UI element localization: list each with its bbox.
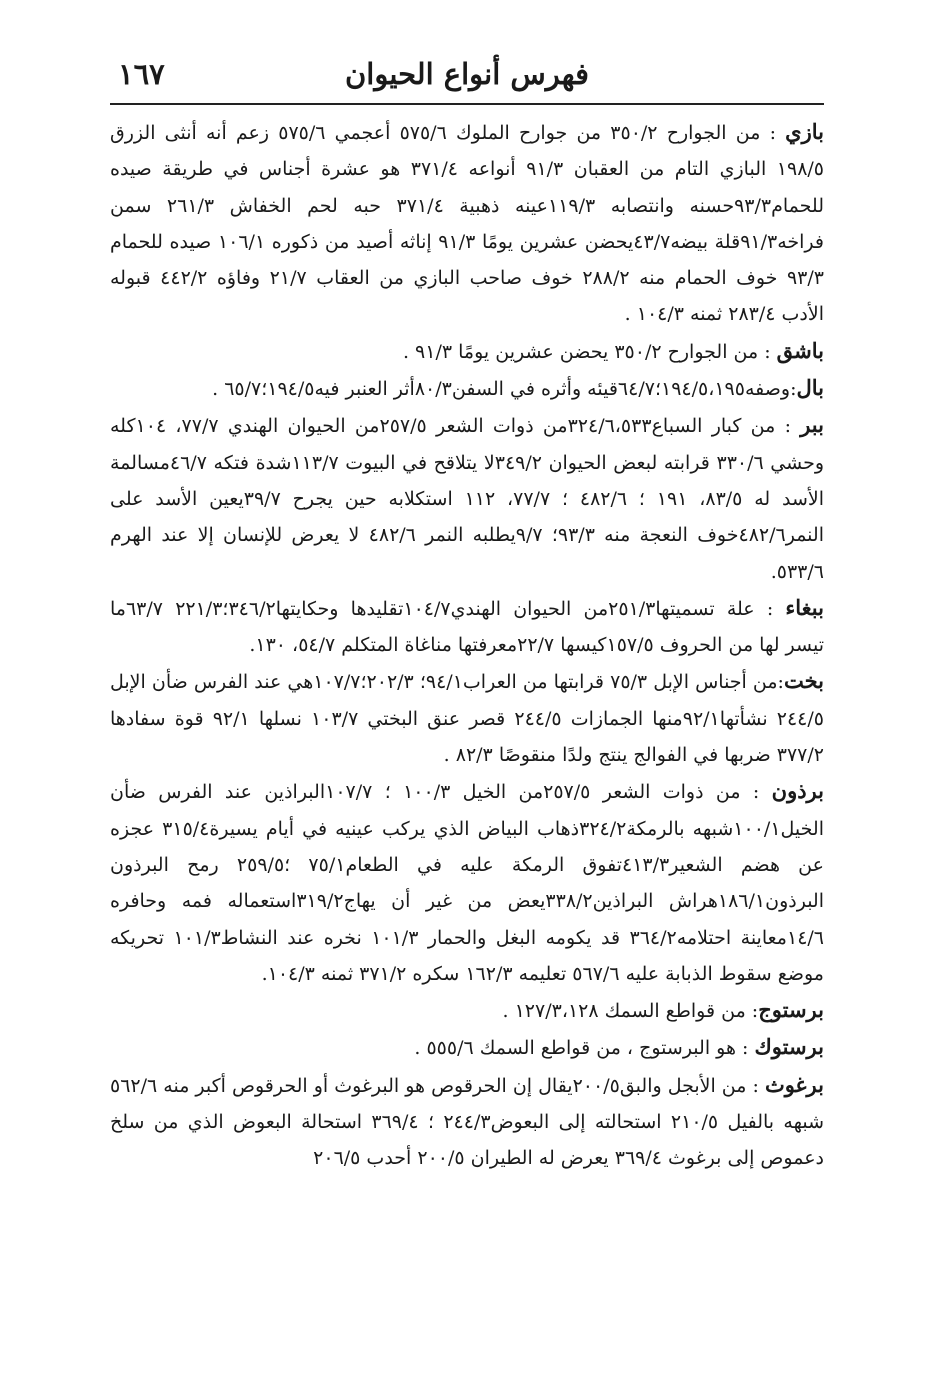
- index-entry-babr: [110, 407, 824, 589]
- index-entry-bashiq: [110, 333, 824, 370]
- entry-headword: بال: [796, 375, 824, 401]
- entry-text: : من قواطع السمك ١٢٧/٣،١٢٨ .: [502, 1000, 759, 1023]
- index-entry-birdhawn: [110, 773, 824, 992]
- index-entry-babbagha: [110, 590, 824, 664]
- entry-headword: برذون: [771, 778, 824, 804]
- entry-headword: ببر: [800, 412, 824, 438]
- entry-headword: ببغاء: [785, 594, 824, 620]
- entry-text: : من الجوارح ٣٥٠/٢ من جوارح الملوك ٥٧٥/٦ أعجمي ٥٧٥/٦ زعم أنه أنثى الزرق ١٩٨/٥ البازي التام من العقبان ٩١/٣ أنواعه ٣٧١/٤ هو عشرة أجناس في طريقة صيده للحمام٩٣/٣حسنه وانتصابه ١١٩/٣عينه ذهبية ٣٧١/٤ حبه لحم الخفاش ٢٦١/٣ سمن فراخه٩١/٣قلة بيضه٤٣/٧يحضن عشرين يومًا ٩١/٣ إناثه أصيد من ذكوره ١٠٦/١ صيده للحمام ٩٣/٣ خوف الحمام منه ٢٨٨/٢ خوف صاحب البازي من العقاب ٢١/٧ وفاؤه ٤٤٢/٢ قبوله الأدب ٢٨٣/٤ ثمنه ١٠٤/٣ .: [110, 122, 825, 326]
- entry-text: : علة تسميتها٢٥١/٣من الحيوان الهندي١٠٤/٧تقليدها وحكايتها٣٤٦/٢؛٢٢١/٣ ٦٣/٧ما تيسر لها من الحروف ١٥٧/٥كيسها ٢٢/٧معرفتها مناغاة المتكلم ٥٤/٧، ١٣٠.: [110, 597, 824, 657]
- entry-text: :وصفه١٩٤/٥،١٩٥؛٦٤/٧قيئه وأثره في السفن٨٠/٣أثر العنبر فيه١٩٤/٥؛٦٥/٧ .: [212, 378, 797, 401]
- index-entry-bazi: [110, 114, 824, 333]
- entry-text: : من ذوات الشعر ٢٥٧/٥من الخيل ١٠٠/٣ ؛ ١٠٧/٧البراذين عند الفرس ضأن الخيل١٠٠/١شبهه بالرمكة٣٢٤/٢ذهاب البياض الذي يركب عينيه في أيام يسيرة٣١٥/٤ عجزه عن هضم الشعير٤١٣/٣تفوق الرمكة عليه في الطعام٧٥/١ ؛٢٥٩/٥ رمح البرذون البرذون١٨٦/١هراش البراذين٣٣٨/٢يعض من غير أن يهاج٣١٩/٢استعماله فمه وحافره ١٤/٦معاينة احتلامه٣٦٤/٢ قد يكومه البغل والحمار ١٠١/٣ نخره عند النشاط١٠١/٣ تحريكه موضع سقوط الذبابة عليه ٥٦٧/٦ تعليمه ١٦٢/٣ سكره ٣٧١/٢ ثمنه ١٠٤/٣.: [110, 781, 825, 985]
- index-entries: [110, 114, 824, 1177]
- entry-text: : هو البرستوج ، من قواطع السمك ٥٥٥/٦ .: [414, 1037, 755, 1060]
- entry-headword: برغوث: [764, 1071, 824, 1097]
- header-divider: [110, 103, 824, 105]
- entry-headword: بخت: [783, 668, 824, 694]
- page-header: [110, 52, 824, 100]
- index-entry-bal: [110, 370, 824, 407]
- index-entry-barghuth: [110, 1067, 824, 1177]
- entry-text: :من أجناس الإبل ٧٥/٣ قرابتها من العراب٩٤/١؛ ٢٠٢/٣؛١٠٧/٧هي عند الفرس ضأن الإبل ٢٤٤/٥ نشأتها٩٢/١منها الجمازات ٢٤٤/٥ قصر عنق البختي ١٠٣/٧ نسلها ٩٢/١ قوة سفادها ٣٧٧/٢ ضربها في الفوالج ينتج ولدًا منقوصًا ٨٢/٣ .: [110, 671, 824, 767]
- page-title: فهرس أنواع الحيوان: [345, 57, 589, 91]
- entry-headword: برستوك: [754, 1034, 824, 1060]
- entry-text: : من الأبجل والبق٢٠٠/٥يقال إن الحرقوص هو البرغوث أو الحرقوص أكبر منه ٥٦٢/٦ شبهه بالفيل ٢١٠/٥ استحالته إلى البعوض٢٤٤/٣ ؛ ٣٦٩/٤ استحالة البعوض الذي من سلخ دعموص إلى برغوث ٣٦٩/٤ يعرض له الطيران ٢٠٠/٥ أحدب ٢٠٦/٥: [110, 1074, 824, 1170]
- entry-headword: باشق: [776, 337, 824, 363]
- index-entry-barastuk: [110, 1029, 824, 1066]
- index-entry-bukht: [110, 663, 824, 773]
- entry-text: : من كبار السباع٣٢٤/٦،٥٣٣من ذوات الشعر ٢٥٧/٥من الحيوان الهندي ٧٧/٧، ١٠٤كله وحشي ٣٣٠/٦ قرابته لبعض الحيوان ٣٤٩/٢لا يتلاقح في البيوت ١١٣/٧شدة فتكه ٤٦/٧مسالمة الأسد له ٨٣/٥، ١٩١ ؛ ٤٨٢/٦ ؛ ٧٧/٧، ١١٢ استكلابه حين يجرح ٣٩/٧يعين الأسد على النمر٤٨٢/٦خوف النعجة منه ٩٣/٣؛ ٩/٧يطلبه النمر ٤٨٢/٦ لا يعرض للإنسان إلا عند الهرم ٥٣٣/٦.: [110, 415, 825, 583]
- entry-headword: برستوج: [758, 997, 824, 1023]
- page-number: ١٦٧: [118, 57, 165, 91]
- index-entry-barastuj: [110, 992, 824, 1029]
- entry-text: : من الجوارح ٣٥٠/٢ يحضن عشرين يومًا ٩١/٣ .: [402, 340, 777, 363]
- entry-headword: بازي: [785, 119, 824, 144]
